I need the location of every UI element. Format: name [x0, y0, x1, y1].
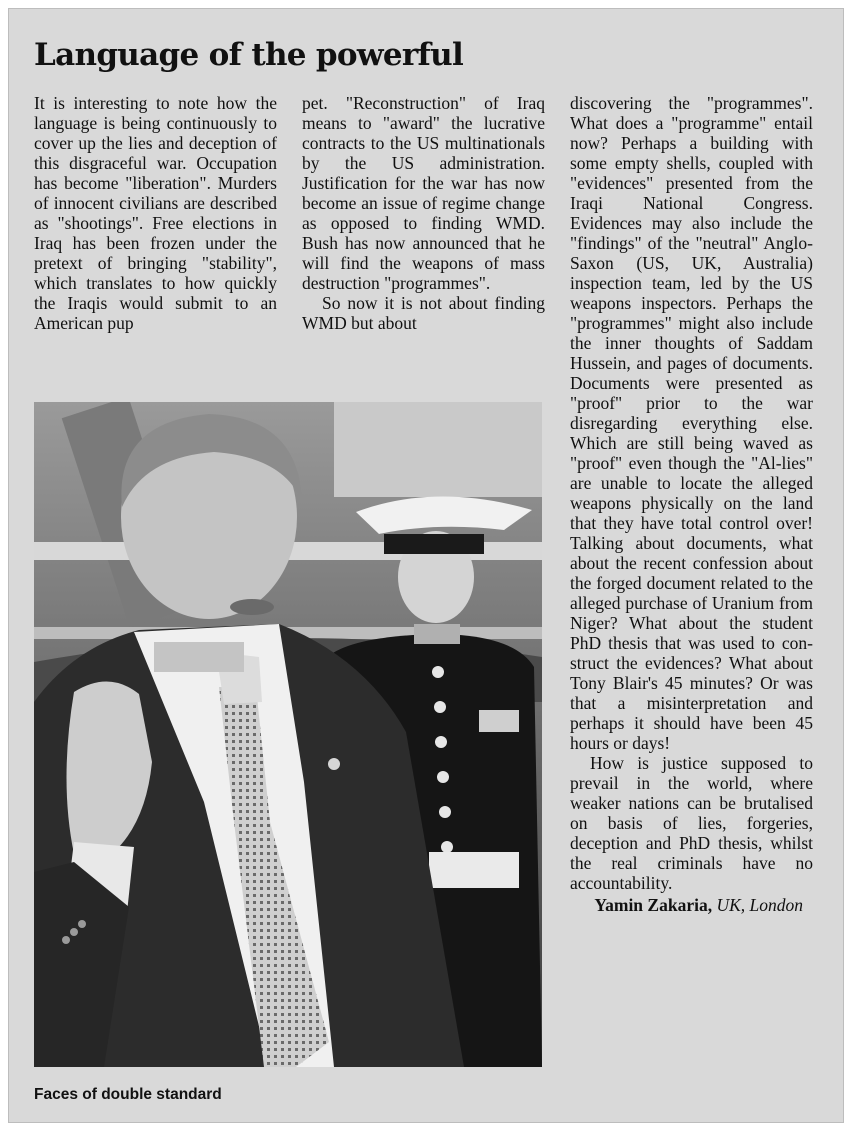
column-1-text: It is interesting to note how the language is being continuously to cover up the lies and deception of this disgraceful war. Occupation has become "liberation". Murders of innocent civilians are described as "shootings". Free elections in Iraq has been frozen under the pretext of bringing "stability", which translates to how quickly the Iraqis would submit to an American pup [34, 93, 277, 333]
column-2-paragraph-2: So now it is not about finding WMD but about [302, 293, 545, 333]
article-column-1 [34, 93, 277, 333]
column-2-paragraph-1: pet. "Reconstruction" of Iraq means to "award" the lucrative contracts to the US multinationals by the US administration. Justification for the war has now become an issue of regime change as opposed to finding WMD. Bush has now announced that he will find the weapons of mass destruction "programmes". [302, 93, 545, 293]
photo-caption: Faces of double standard [34, 1086, 222, 1103]
column-3-paragraph-2: How is justice supposed to prevail in the world, where weaker nations can be brutalised on basis of lies, forgeries, deception and PhD thesis, whilst the real criminals have no accountability. [570, 753, 813, 893]
news-photo [34, 402, 542, 1067]
letter-panel [8, 8, 844, 1123]
photo-illustration [34, 402, 542, 1067]
column-3-paragraph-1: discovering the "programmes". What does a "programme" entail now? Perhaps a building with some empty shells, coupled with "evidences" presented from the Iraqi National Congress. Evidences may also include the "findings" of the "neutral" Anglo-Saxon (US, UK, Australia) inspection team, led by the US weapons inspectors. Perhaps the "programmes" might also include the inner thoughts of Saddam Hussein, and pages of documents. Documents were presented as "proof" prior to the war disregarding everything else. Which are still being waved as "proof" even though the "Al-lies" are unable to locate the alleged weapons physically on the land that they have total control over! Talking about documents, what about the recent confession about the forged document related to the alleged purchase of Uranium from Niger? What about the student PhD thesis that was used to construct the evidences? What about Tony Blair's 45 minutes? Or was that a misinterpretation and perhaps it should have been 45 hours or days! [570, 93, 813, 753]
author-signature [570, 895, 813, 915]
headline: Language of the powerful [34, 37, 464, 73]
author-name: Yamin Zakaria, [594, 895, 713, 915]
author-location: UK, London [716, 895, 803, 915]
article-column-2 [302, 93, 545, 333]
article-column-3 [570, 93, 813, 915]
